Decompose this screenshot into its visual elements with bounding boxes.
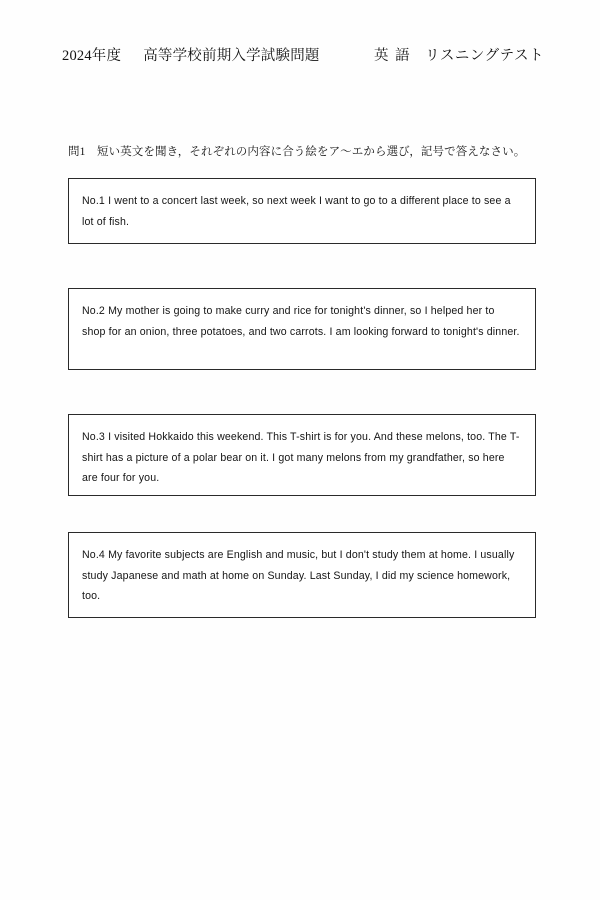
header-exam-title: 高等学校前期入学試験問題 xyxy=(143,48,320,64)
question-2-label: No.2 xyxy=(82,305,109,317)
question-box-4-content xyxy=(69,533,535,619)
question-3-label: No.3 xyxy=(82,431,109,443)
question-box-1-content xyxy=(69,179,535,244)
question-4-text: My favorite subjects are English and music, but I don't study them at home. I usually study Japanese and math at home on Sunday. Last Sunday, I did my science homework, too. xyxy=(82,549,515,603)
question-box-3-content xyxy=(69,415,535,501)
header-year: 2024年度 xyxy=(62,48,122,64)
question-box-4 xyxy=(68,532,536,618)
header-subject: 英 語 xyxy=(374,48,412,64)
question-1-label: No.1 xyxy=(82,195,109,207)
question-box-2-content xyxy=(69,289,535,354)
question-3-text: I visited Hokkaido this weekend. This T-shirt is for you. And these melons, too. The T-shirt has a picture of a polar bear on it. I got many melons from my grandfather, so here are four for you. xyxy=(82,431,520,485)
question-4-label: No.4 xyxy=(82,549,109,561)
question-2-text: My mother is going to make curry and rice for tonight's dinner, so I helped her to shop for an onion, three potatoes, and two carrots. I am looking forward to tonight's dinner. xyxy=(82,305,520,338)
question-instruction: 問1 短い英文を聞き，それぞれの内容に合う絵をア～エから選び，記号で答えなさい。 xyxy=(68,146,526,158)
header-test-type: リスニングテスト xyxy=(425,48,544,64)
question-1-text: I went to a concert last week, so next week I want to go to a different place to see a lot of fish. xyxy=(82,195,511,228)
question-box-3 xyxy=(68,414,536,496)
question-box-1 xyxy=(68,178,536,244)
page-header xyxy=(62,44,544,65)
question-box-2 xyxy=(68,288,536,370)
